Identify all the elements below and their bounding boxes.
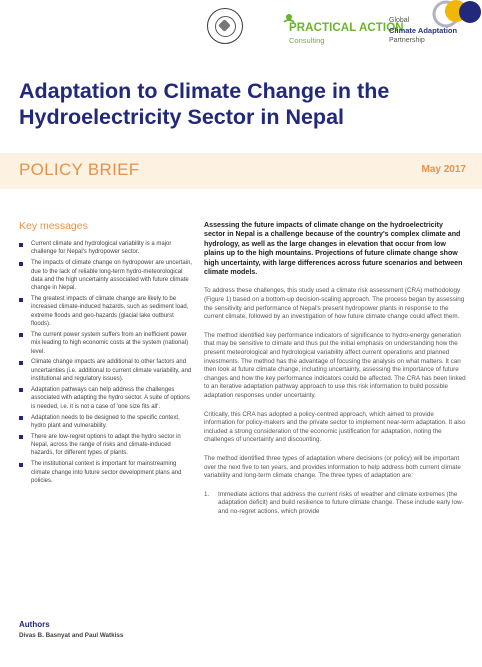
list-item: The current power system suffers from an inefficient power mix leading to high economic costs at the system (national) level. — [19, 331, 194, 356]
list-item: The institutional context is important for mainstreaming climate change into future sector development plans and policies. — [19, 460, 194, 485]
body-paragraph: The method identified three types of adaptation where decisions (or policy) will be important over the next five to ten years, and provides information to help address both current climate variability and long-term climate change. The three types of adaptation are: — [204, 454, 461, 480]
authors-names: Divas B. Basnyat and Paul Watkiss — [19, 632, 124, 639]
body-paragraph: To address these challenges, this study used a climate risk assessment (CRA) methodology (Figure 1) based on a bottom-up decision-scaling approach. The process began by assessing the sensitivity and performance of Nepal's present hydropower plants in response to the current climate, followed by an investigation of how future climate change could affect them. — [204, 287, 465, 321]
gca-line-climate-adaptation: Climate Adaptation — [389, 26, 458, 35]
list-item: Adaptation needs to be designed to the specific context, hydro plant and vulnerability. — [19, 414, 194, 431]
body-paragraph: Critically, this CRA has adopted a policy-centred approach, which aimed to provide information for policy-makers and the private sector to implement near-term adaptation. It also included a strong consideration of the economic justification for adaptation, noting the challenges of uncertainty and discounting. — [204, 410, 466, 444]
gca-line-global: Global — [389, 17, 410, 24]
banner-date: May 2017 — [421, 164, 466, 175]
list-item: Current climate and hydrological variability is a major challenge for Nepal's hydropower sector. — [19, 240, 194, 257]
list-item: There are low-regret options to adapt the hydro sector in Nepal, across the range of risks and climate-induced hazards, for different types of plants. — [19, 433, 194, 458]
page-title: Adaptation to Climate Change in the Hydroelectricity Sector in Nepal — [19, 79, 390, 129]
practical-action-consulting: Consulting — [289, 36, 325, 45]
header-logos — [0, 0, 482, 60]
list-item: The greatest impacts of climate change are likely to be increased climate-induced hazards, such as sediment load, extreme floods and geo-hazards (glacial lake outburst floods). — [19, 295, 194, 329]
gca-line-partnership: Partnership — [389, 37, 425, 44]
body-paragraph: The method identified key performance indicators of significance to hydro-energy generation that may be sensitive to climate and thus put the initial emphasis on understanding how the present meteorological and hydrological variability affect current operations and planned investments. The method has the advantage of focusing the analysis on what matters. It can then look at future climate change, including uncertainty, assessing the importance of future changes and how the key performance indicators could be affected. The CRA has been linked to an iterative adaptation pathway approach to use this risk information to build possible adaptation responses under uncertainty. — [204, 331, 466, 399]
government-seal-logo — [207, 8, 243, 44]
banner-label: POLICY BRIEF — [19, 160, 140, 179]
list-number: 1. — [204, 490, 210, 498]
authors-heading: Authors — [19, 620, 50, 629]
list-item — [204, 491, 466, 517]
practical-action-name: PRACTICAL ACTION — [289, 22, 404, 34]
policy-brief-banner — [0, 153, 482, 189]
lead-paragraph: Assessing the future impacts of climate change on the hydroelectricity sector in Nepal is a challenge because of the country's complex climate and hydrology, as well as the large changes in elevation that occur from low plains up to the high mountains. Projections of future climate change show high uncertainty, with large differences across future scenarios and between climate models. — [204, 221, 463, 277]
main-column — [204, 221, 466, 517]
gca-circles-icon — [416, 0, 482, 34]
key-messages-heading: Key messages — [19, 220, 88, 232]
list-item-text: Immediate actions that address the current risks of weather and climate extremes (the adaptation deficit) and build resilience to future climate change. These include early low- and no-regret actions, which provide — [218, 490, 464, 515]
key-messages-list — [19, 240, 194, 488]
adaptation-types-list — [204, 491, 466, 517]
list-item: The impacts of climate change on hydropower are uncertain, due to the lack of reliable long-term hydro-meteorological data and the high uncertainty associated with future climate change in Nepal. — [19, 259, 194, 293]
list-item: Climate change impacts are additional to other factors and uncertainties (i.e. additional to current climate variability, and institutional and regulatory issues). — [19, 358, 194, 383]
list-item: Adaptation pathways can help address the challenges associated with adapting the hydro sector. A suite of options is needed, i.e. it is not a case of 'one size fits all'. — [19, 386, 194, 411]
